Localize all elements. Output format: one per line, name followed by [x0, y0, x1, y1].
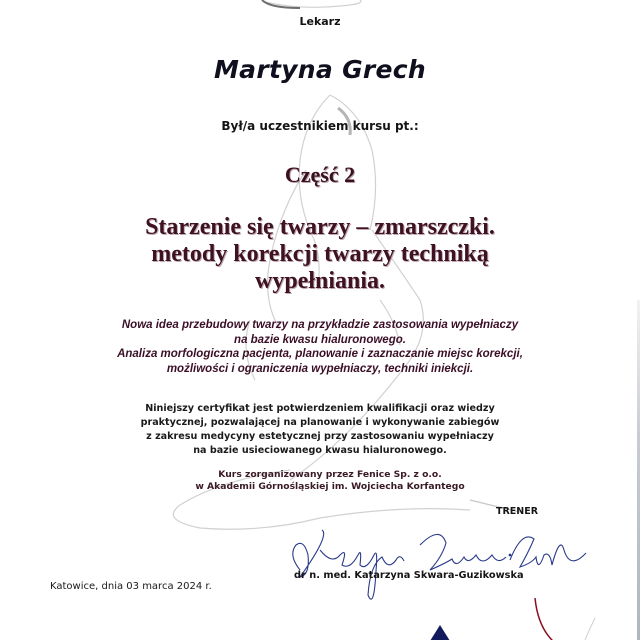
- trainer-label: TRENER: [496, 506, 539, 517]
- course-title-line: wypełniania.: [254, 268, 386, 294]
- certificate-statement: [0, 402, 640, 458]
- trainer-name: dr n. med. Katarzyna Skwara-Guzikowska: [294, 570, 524, 581]
- decorative-arc: [530, 598, 610, 640]
- logo-fragment-icon: [430, 625, 450, 640]
- course-title-line: Starzenie się twarzy – zmarszczki.: [145, 214, 495, 240]
- organizer-line: Kurs zorganizowany przez Fenice Sp. z o.o.: [218, 469, 442, 480]
- participant-line: Był/a uczestnikiem kursu pt.:: [221, 119, 419, 133]
- statement-line: praktycznej, pozwalającej na planowanie i wykonywanie zabiegów: [140, 417, 500, 428]
- course-title-line: metody korekcji twarzy techniką: [151, 241, 489, 267]
- course-organizer: [10, 469, 640, 493]
- course-description: [0, 318, 640, 376]
- course-part: Część 2: [284, 162, 356, 187]
- recipient-name: Martyna Grech: [213, 55, 427, 84]
- statement-line: Niniejszy certyfikat jest potwierdzeniem kwalifikacji oraz wiedzy: [145, 403, 495, 414]
- place-and-date: Katowice, dnia 03 marca 2024 r.: [50, 581, 212, 592]
- organizer-line: w Akademii Górnośląskiej im. Wojciecha Korfantego: [195, 481, 465, 492]
- recipient-role: Lekarz: [299, 15, 341, 28]
- description-line: możliwości i ograniczenia wypełniaczy, techniki iniekcji.: [166, 362, 474, 375]
- description-line: Analiza morfologiczna pacjenta, planowanie i zaznaczanie miejsc korekcji,: [117, 348, 523, 360]
- description-line: Nowa idea przebudowy twarzy na przykładzie zastosowania wypełniaczy: [121, 319, 519, 331]
- course-title: [0, 214, 640, 295]
- statement-line: na bazie usieciowanego kwasu hialuronowego.: [193, 445, 447, 456]
- description-line: na bazie kwasu hialuronowego.: [234, 333, 406, 346]
- statement-line: z zakresu medycyny estetycznej przy zastosowaniu wypełniaczy: [146, 431, 494, 442]
